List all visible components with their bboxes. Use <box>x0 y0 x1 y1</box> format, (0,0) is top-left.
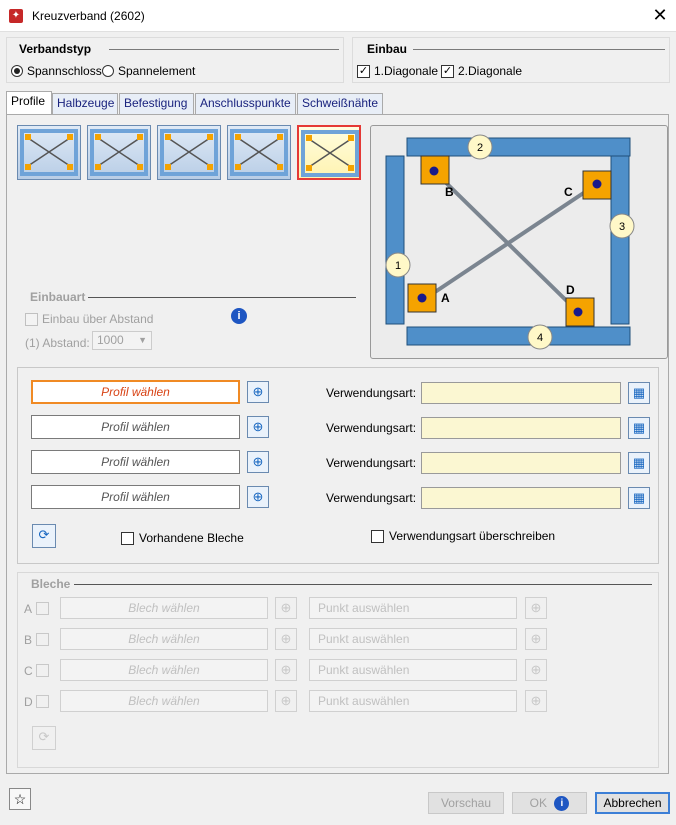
abstand-checkbox[interactable] <box>25 312 153 326</box>
checkbox-label: Einbau über Abstand <box>42 312 154 326</box>
existing-plates-checkbox[interactable] <box>121 531 244 545</box>
ok-button[interactable] <box>512 792 587 814</box>
point-picker-icon[interactable]: ⊕ <box>525 659 547 681</box>
point-b <box>430 167 439 176</box>
plate-picker-icon[interactable]: ⊕ <box>275 628 297 650</box>
plate-select-button[interactable]: Blech wählen <box>60 659 268 681</box>
plate-letter: D <box>24 695 33 709</box>
tab-schweissnaehte[interactable]: Schweißnähte <box>297 93 383 114</box>
abstand-select[interactable] <box>92 331 152 350</box>
chevron-down-icon: ▼ <box>138 335 147 345</box>
label-d: D <box>566 283 575 297</box>
close-icon[interactable]: ✕ <box>652 5 668 25</box>
radio-indicator[interactable] <box>11 65 23 77</box>
usage-table-icon[interactable]: ▦ <box>628 417 650 439</box>
plate-letter: C <box>24 664 33 678</box>
einbau-title: Einbau <box>367 42 408 56</box>
point-c <box>593 180 602 189</box>
usage-label: Verwendungsart: <box>326 491 417 505</box>
usage-field[interactable] <box>421 487 621 509</box>
plate-checkbox[interactable] <box>36 664 49 677</box>
profile-select-button[interactable]: Profil wählen <box>31 380 240 404</box>
plate-select-button[interactable]: Blech wählen <box>60 690 268 712</box>
diagonal1-checkbox[interactable] <box>357 64 438 78</box>
info-icon[interactable]: i <box>231 308 247 324</box>
profile-picker-icon[interactable]: ⊕ <box>247 381 269 403</box>
check-box[interactable] <box>25 313 38 326</box>
radio-spannelement[interactable] <box>102 64 195 78</box>
usage-field[interactable] <box>421 417 621 439</box>
usage-field[interactable] <box>421 452 621 474</box>
point-select-button[interactable]: Punkt auswählen <box>309 659 517 681</box>
point-picker-icon[interactable]: ⊕ <box>525 628 547 650</box>
point-a <box>418 294 427 303</box>
usage-table-icon[interactable]: ▦ <box>628 487 650 509</box>
point-d <box>574 308 583 317</box>
usage-label: Verwendungsart: <box>326 456 417 470</box>
divider <box>74 584 652 585</box>
divider <box>88 297 356 298</box>
refresh-button[interactable]: ⟳ <box>32 524 56 548</box>
check-icon[interactable]: ✓ <box>358 64 369 77</box>
einbauart-title: Einbauart <box>30 290 86 304</box>
point-select-button[interactable]: Punkt auswählen <box>309 690 517 712</box>
crossbrace-diagram <box>370 125 668 359</box>
profile-picker-icon[interactable]: ⊕ <box>247 486 269 508</box>
abstand-value: 1000 <box>97 333 124 347</box>
usage-label: Verwendungsart: <box>326 421 417 435</box>
checkbox-label: 2.Diagonale <box>458 64 523 78</box>
label-a: A <box>441 291 450 305</box>
profile-select-button[interactable]: Profil wählen <box>31 450 240 474</box>
variant-thumbnail[interactable] <box>87 125 151 180</box>
verbandstyp-group <box>6 37 344 83</box>
window-title: Kreuzverband (2602) <box>32 9 145 23</box>
svg-text:3: 3 <box>618 221 626 233</box>
point-select-button[interactable]: Punkt auswählen <box>309 628 517 650</box>
einbau-group <box>352 37 670 83</box>
preview-button[interactable]: Vorschau <box>428 792 504 814</box>
check-box[interactable] <box>371 530 384 543</box>
variant-thumbnail[interactable] <box>17 125 81 180</box>
check-icon[interactable]: ✓ <box>442 64 453 77</box>
svg-text:4: 4 <box>536 332 544 344</box>
column-right <box>611 156 629 324</box>
tab-befestigung[interactable]: Befestigung <box>119 93 194 114</box>
point-picker-icon[interactable]: ⊕ <box>525 597 547 619</box>
plate-picker-icon[interactable]: ⊕ <box>275 659 297 681</box>
beam-top <box>407 138 630 156</box>
plate-picker-icon[interactable]: ⊕ <box>275 597 297 619</box>
column-left <box>386 156 404 324</box>
app-icon: ✦ <box>9 9 23 23</box>
plate-checkbox[interactable] <box>36 633 49 646</box>
plate-checkbox[interactable] <box>36 695 49 708</box>
ok-label: OK <box>529 796 547 810</box>
cancel-button[interactable]: Abbrechen <box>595 792 670 814</box>
check-box[interactable] <box>121 532 134 545</box>
usage-label: Verwendungsart: <box>326 386 417 400</box>
label-c: C <box>564 185 573 199</box>
star-icon[interactable]: ☆ <box>9 788 31 810</box>
plate-select-button[interactable]: Blech wählen <box>60 628 268 650</box>
abstand-label: (1) Abstand: <box>25 336 90 350</box>
plate-select-button[interactable]: Blech wählen <box>60 597 268 619</box>
override-usage-checkbox[interactable] <box>371 529 555 543</box>
tab-anschlusspunkte[interactable]: Anschlusspunkte <box>195 93 296 114</box>
divider <box>413 49 665 50</box>
usage-table-icon[interactable]: ▦ <box>628 382 650 404</box>
checkbox-label: Verwendungsart überschreiben <box>389 529 556 543</box>
verbandstyp-title: Verbandstyp <box>19 42 92 56</box>
plate-letter: A <box>24 602 33 616</box>
title-bar <box>0 0 676 32</box>
point-picker-icon[interactable]: ⊕ <box>525 690 547 712</box>
plate-letter: B <box>24 633 33 647</box>
diagonal2-checkbox[interactable] <box>441 64 522 78</box>
profile-picker-icon[interactable]: ⊕ <box>247 416 269 438</box>
checkbox-label: Vorhandene Bleche <box>139 531 244 545</box>
brace-1 <box>426 184 597 298</box>
label-b: B <box>445 185 454 199</box>
profile-select-button[interactable]: Profil wählen <box>31 485 240 509</box>
usage-table-icon[interactable]: ▦ <box>628 452 650 474</box>
profile-select-button[interactable]: Profil wählen <box>31 415 240 439</box>
tab-halbzeuge[interactable]: Halbzeuge <box>52 93 118 114</box>
checkbox-label: 1.Diagonale <box>374 64 439 78</box>
bleche-title: Bleche <box>31 577 71 591</box>
beam-bottom <box>407 327 630 345</box>
point-select-button[interactable]: Punkt auswählen <box>309 597 517 619</box>
diagram-svg <box>371 126 669 360</box>
radio-label: Spannschloss <box>27 64 102 78</box>
brace-2 <box>434 171 578 312</box>
divider <box>109 49 339 50</box>
usage-field[interactable] <box>421 382 621 404</box>
refresh-plates-button[interactable]: ⟳ <box>32 726 56 750</box>
plate-checkbox[interactable] <box>36 602 49 615</box>
profile-picker-icon[interactable]: ⊕ <box>247 451 269 473</box>
variant-thumbnail[interactable] <box>297 125 361 180</box>
variant-thumbnail[interactable] <box>157 125 221 180</box>
svg-text:2: 2 <box>476 142 484 154</box>
radio-spannschloss[interactable] <box>11 64 102 78</box>
radio-label: Spannelement <box>118 64 196 78</box>
radio-indicator[interactable] <box>102 65 114 77</box>
tab-profile[interactable]: Profile <box>6 91 52 115</box>
svg-text:1: 1 <box>394 260 402 272</box>
variant-thumbnail[interactable] <box>227 125 291 180</box>
plate-picker-icon[interactable]: ⊕ <box>275 690 297 712</box>
info-icon: i <box>554 796 569 811</box>
